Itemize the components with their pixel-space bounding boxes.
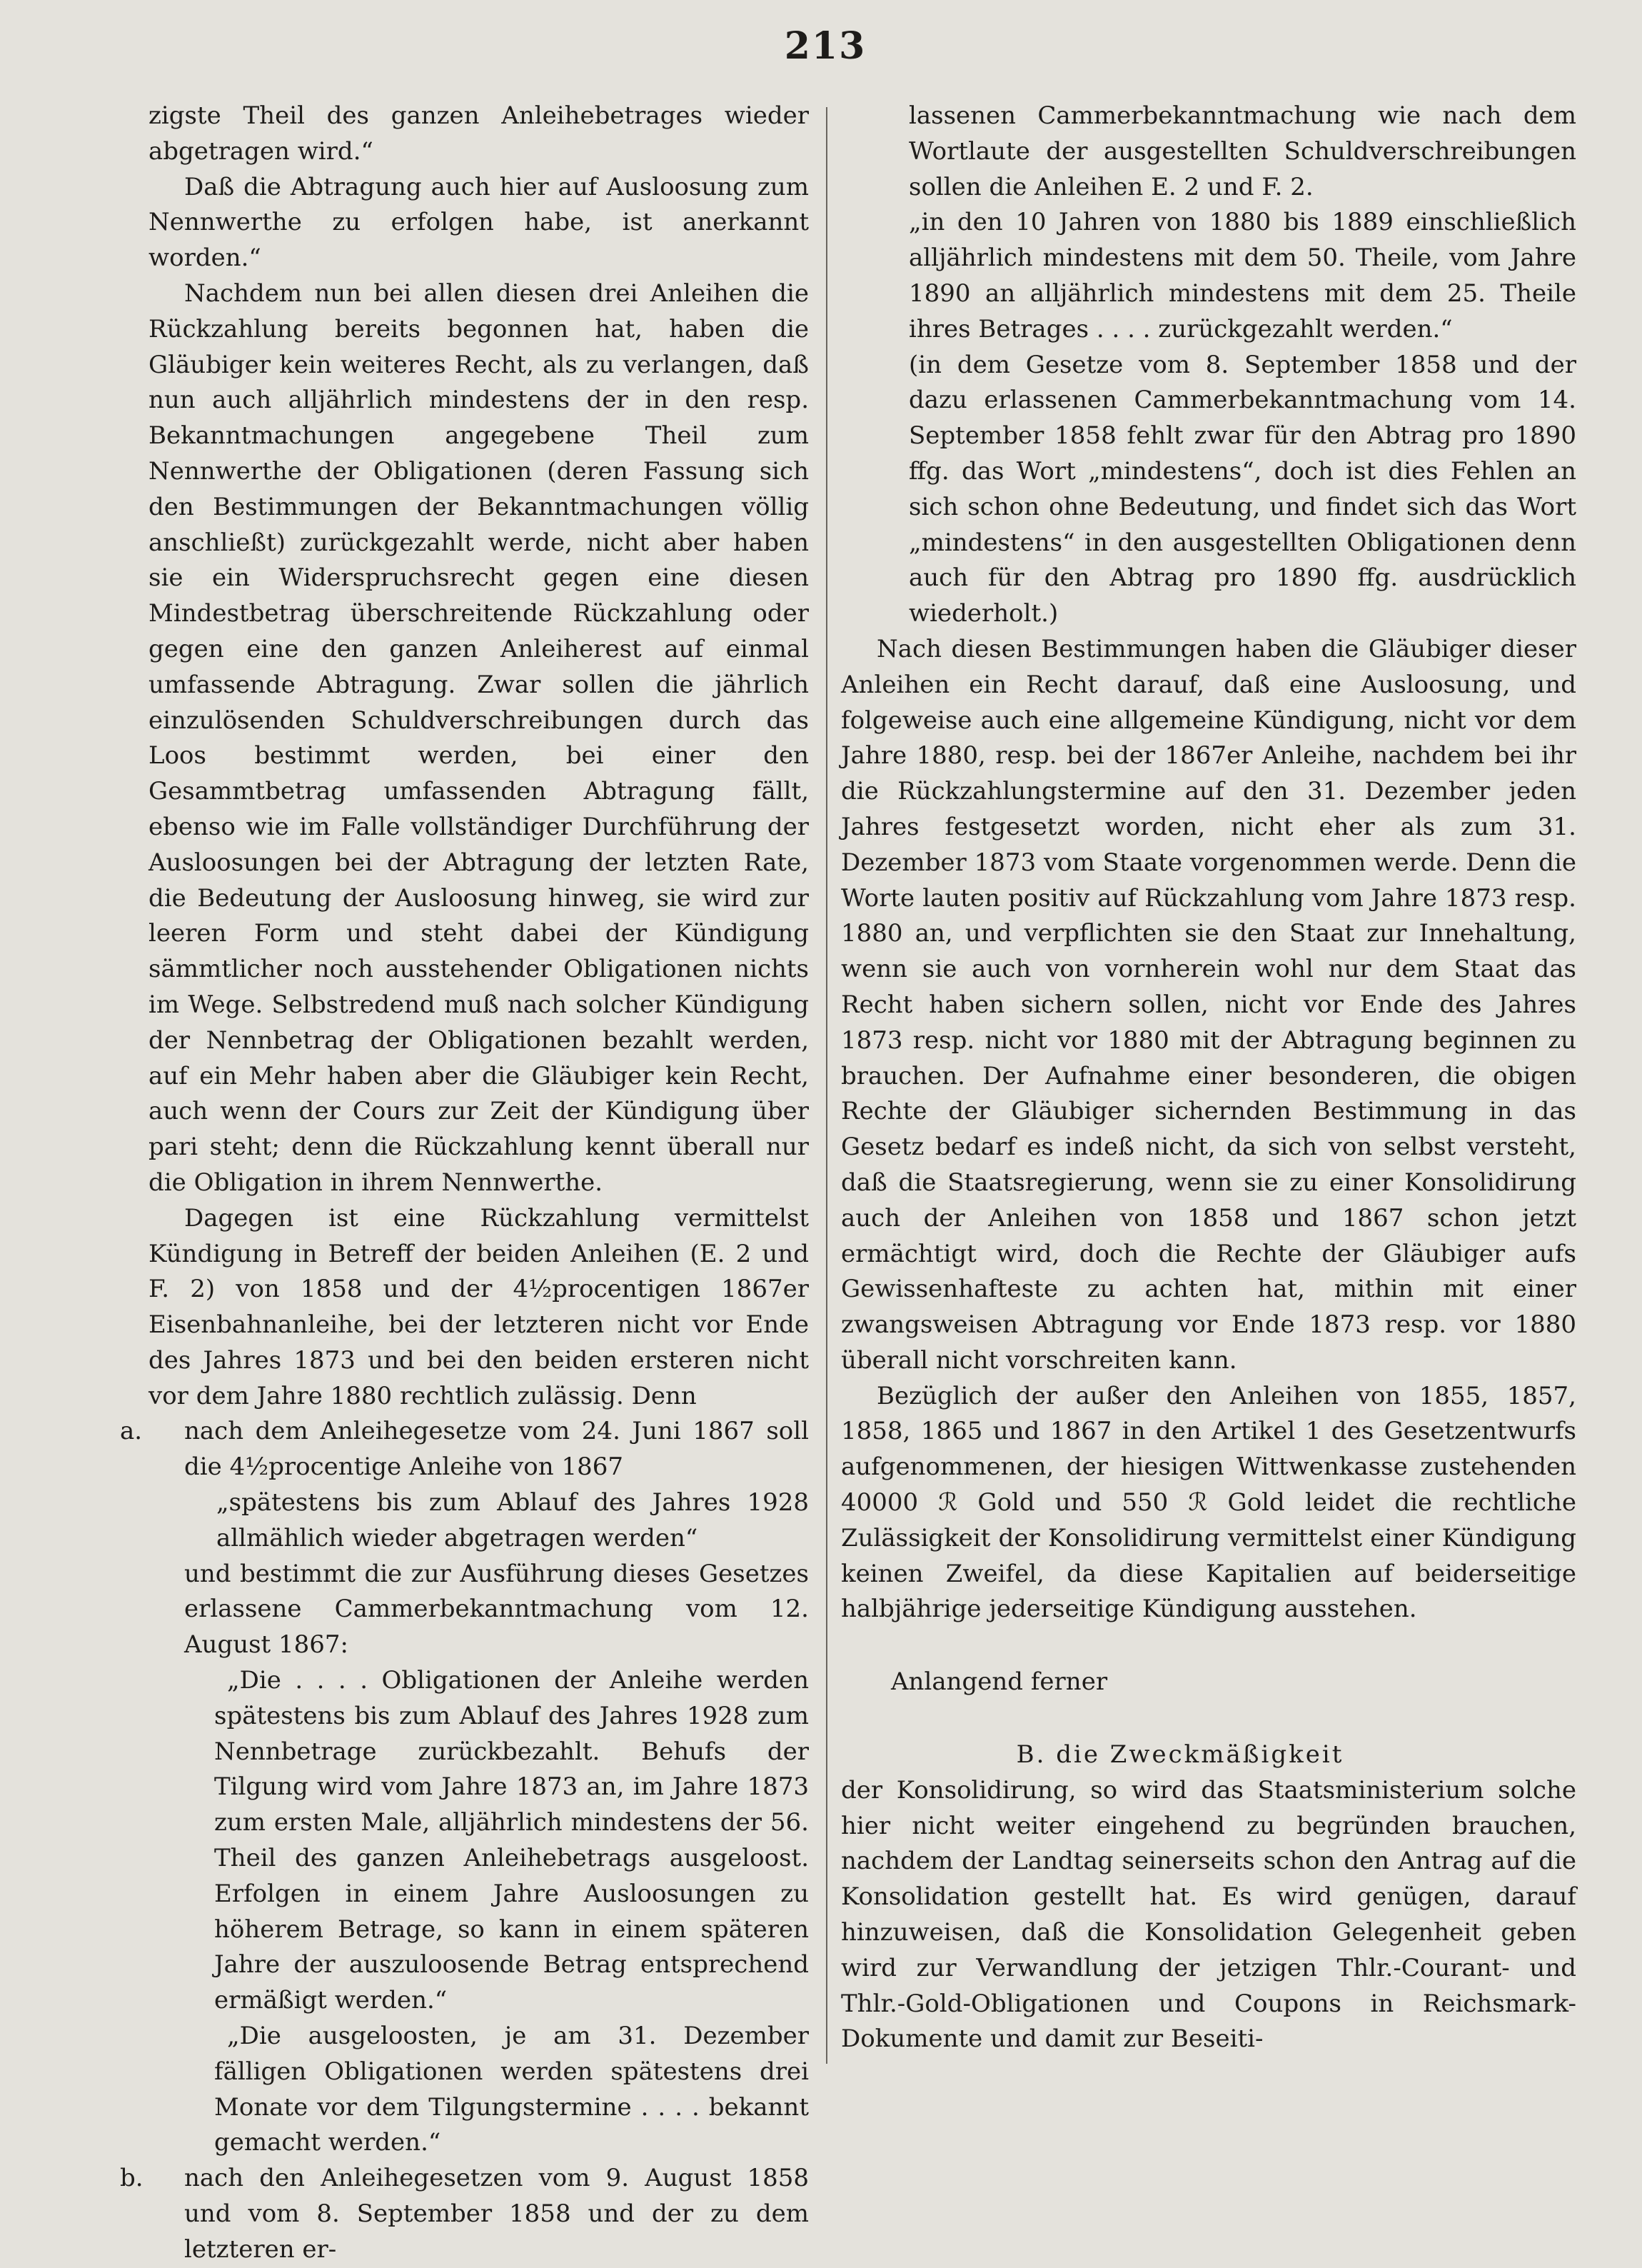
list-item-text: nach dem Anleihegesetze vom 24. Juni 1867 soll die 4½procentige Anleihe von 1867 [184,1417,809,1482]
paragraph: der Konsolidirung, so wird das Staatsministerium solche hier nicht weiter eingehend zu begründen brauchen, nachdem der Landtag seinerseits schon den Antrag auf die Konsolidation gestellt hat. Es wird genügen, darauf hinzuweisen, daß die Konsolidation Gelegenheit geben wird zur Verwandlung der jetzigen Thlr.-Courant- und Thlr.-Gold-Obligationen und Coupons in Reichsmark-Dokumente und damit zur Beseiti- [841,1775,1576,2054]
list-marker: b. [120,2164,143,2193]
paragraph: lassenen Cammerbekanntmachung wie nach dem Wortlaute der ausgestellten Schuldverschreibungen sollen die Anleihen E. 2 und F. 2. [909,101,1576,201]
list-marker: a. [120,1417,143,1446]
list-item-a [120,1414,809,1485]
left-column [120,99,809,2268]
parenthetical-note: (in dem Gesetze vom 8. September 1858 und der dazu erlassenen Cammerbekanntmachung vom 14. September 1858 fehlt zwar für den Abtrag pro 1890 ffg. das Wort „mindestens“, doch ist dies Fehlen an sich schon ohne Bedeutung, und findet sich das Wort „mindestens“ in den ausgestellten Obligationen denn auch für den Abtrag pro 1890 ffg. ausdrücklich wiederholt.) [909,350,1576,628]
paragraph: Nachdem nun bei allen diesen drei Anleihen die Rückzahlung bereits begonnen hat, haben die Gläubiger kein weiteres Recht, als zu verlangen, daß nun auch alljährlich mindestens der in den resp. Bekanntmachungen angegebene Theil zum Nennwerthe der Obligationen (deren Fassung sich den Bestimmungen der Bekanntmachungen völlig anschließt) zurückgezahlt werde, nicht aber haben sie ein Widerspruchsrecht gegen eine diesen Mindestbetrag überschreitende Rückzahlung oder gegen eine den ganzen Anleiherest auf einmal umfassende Abtragung. Zwar sollen die jährlich einzulösenden Schuldverschreibungen durch das Loos bestimmt werden, bei einer den Gesammtbetrag umfassenden Abtragung fällt, ebenso wie im Falle vollständiger Durchführung der Ausloosungen bei der Abtragung der letzten Rate, die Bedeutung der Ausloosung hinweg, sie wird zur leeren Form und steht dabei der Kündigung sämmtlicher noch ausstehender Obligationen nichts im Wege. Selbstredend muß nach solcher Kündigung der Nennbetrag der Obligationen bezahlt werden, auf ein Mehr haben aber die Gläubiger kein Recht, auch wenn der Cours zur Zeit der Kündigung über pari steht; denn die Rückzahlung kennt überall nur die Obligation in ihrem Nennwerthe. [148,279,809,1197]
spacer [841,1627,1576,1665]
paragraph: Dagegen ist eine Rückzahlung vermittelst Kündigung in Betreff der beiden Anleihen (E. 2 und F. 2) von 1858 und der 4½procentigen 1867er Eisenbahnanleihe, bei der letzteren nicht vor Ende des Jahres 1873 und bei den beiden ersteren nicht vor dem Jahre 1880 rechtlich zulässig. Denn [148,1203,809,1410]
right-column [841,99,1576,2057]
paragraph: Nach diesen Bestimmungen haben die Gläubiger dieser Anleihen ein Recht darauf, daß eine Ausloosung, und folgeweise auch eine allgemeine Kündigung, nicht vor dem Jahre 1880, resp. bei der 1867er Anleihe, nachdem bei ihr die Rückzahlungstermine auf den 31. Dezember jeden Jahres festgesetzt worden, nicht eher als zum 31. Dezember 1873 vom Staate vorgenommen werde. Denn die Worte lauten positiv auf Rückzahlung vom Jahre 1873 resp. 1880 an, und verpflichten sie den Staat zur Innehaltung, wenn sie auch von vornherein wohl nur dem Staat das Recht haben sichern sollen, nicht vor Ende des Jahres 1873 resp. nicht vor 1880 mit der Abtragung beginnen zu brauchen. Der Aufnahme einer besonderen, die obigen Rechte der Gläubiger sichernden Bestimmung in das Gesetz bedarf es indeß nicht, da sich von selbst versteht, daß die Staatsregierung, wenn sie zu einer Konsolidirung auch der Anleihen von 1858 und 1867 schon jetzt ermächtigt wird, doch die Rechte der Gläubiger aufs Gewissenhafteste zu achten hat, mithin mit einer zwangsweisen Abtragung vor Ende 1873 resp. vor 1880 überall nicht vorschreiten kann. [841,634,1576,1375]
page-number: 213 [784,24,867,68]
paragraph: Bezüglich der außer den Anleihen von 1855, 1857, 1858, 1865 und 1867 in den Artikel 1 des Gesetzentwurfs aufgenommenen, der hiesigen Wittwenkasse zustehenden 40000 ℛ Gold und 550 ℛ Gold leidet die rechtliche Zulässigkeit der Konsolidirung vermittelst einer Kündigung keinen Zweifel, da diese Kapitalien auf beiderseitige halbjährige jederseitige Kündigung ausstehen. [841,1381,1576,1624]
block-quote: „in den 10 Jahren von 1880 bis 1889 einschließlich alljährlich mindestens mit dem 50. Theile, vom Jahre 1890 an alljährlich mindestens mit dem 25. Theile ihres Betrages . . . . zurückgezahlt werden.“ [909,208,1576,343]
subheading: Anlangend ferner [891,1667,1108,1697]
block-quote: „Die . . . . Obligationen der Anleihe werden spätestens bis zum Ablauf des Jahres 1928 zum Nennbetrage zurückbezahlt. Behufs der Tilgung wird vom Jahre 1873 an, im Jahre 1873 zum ersten Male, alljährlich mindestens der 56. Theil des ganzen Anleihebetrags ausgeloost. Erfolgen in einem Jahre Ausloosungen zu höherem Betrage, so kann in einem späteren Jahre der auszuloosende Betrag entsprechend ermäßigt werden.“ [214,1666,809,2015]
paragraph: Daß die Abtragung auch hier auf Ausloosung zum Nennwerthe zu erfolgen habe, ist anerkannt worden.“ [148,172,809,273]
spacer [841,1700,1576,1737]
list-item-text: nach den Anleihegesetzen vom 9. August 1858 und vom 8. September 1858 und der zu dem letzteren er- [184,2164,809,2264]
list-item-b [120,2161,809,2267]
paragraph: und bestimmt die zur Ausführung dieses Gesetzes erlassene Cammerbekanntmachung vom 12. August 1867: [184,1559,809,1660]
paragraph: zigste Theil des ganzen Anleihebetrages wieder abgetragen wird.“ [148,101,809,166]
block-quote: „spätestens bis zum Ablauf des Jahres 1928 allmählich wieder abgetragen werden“ [216,1488,809,1552]
section-title: B. die Zweckmäßigkeit [1016,1740,1344,1770]
column-divider [826,107,827,2064]
block-quote: „Die ausgeloosten, je am 31. Dezember fälligen Obligationen werden spätestens drei Monate vor dem Tilgungstermine . . . . bekannt gemacht werden.“ [214,2022,809,2157]
